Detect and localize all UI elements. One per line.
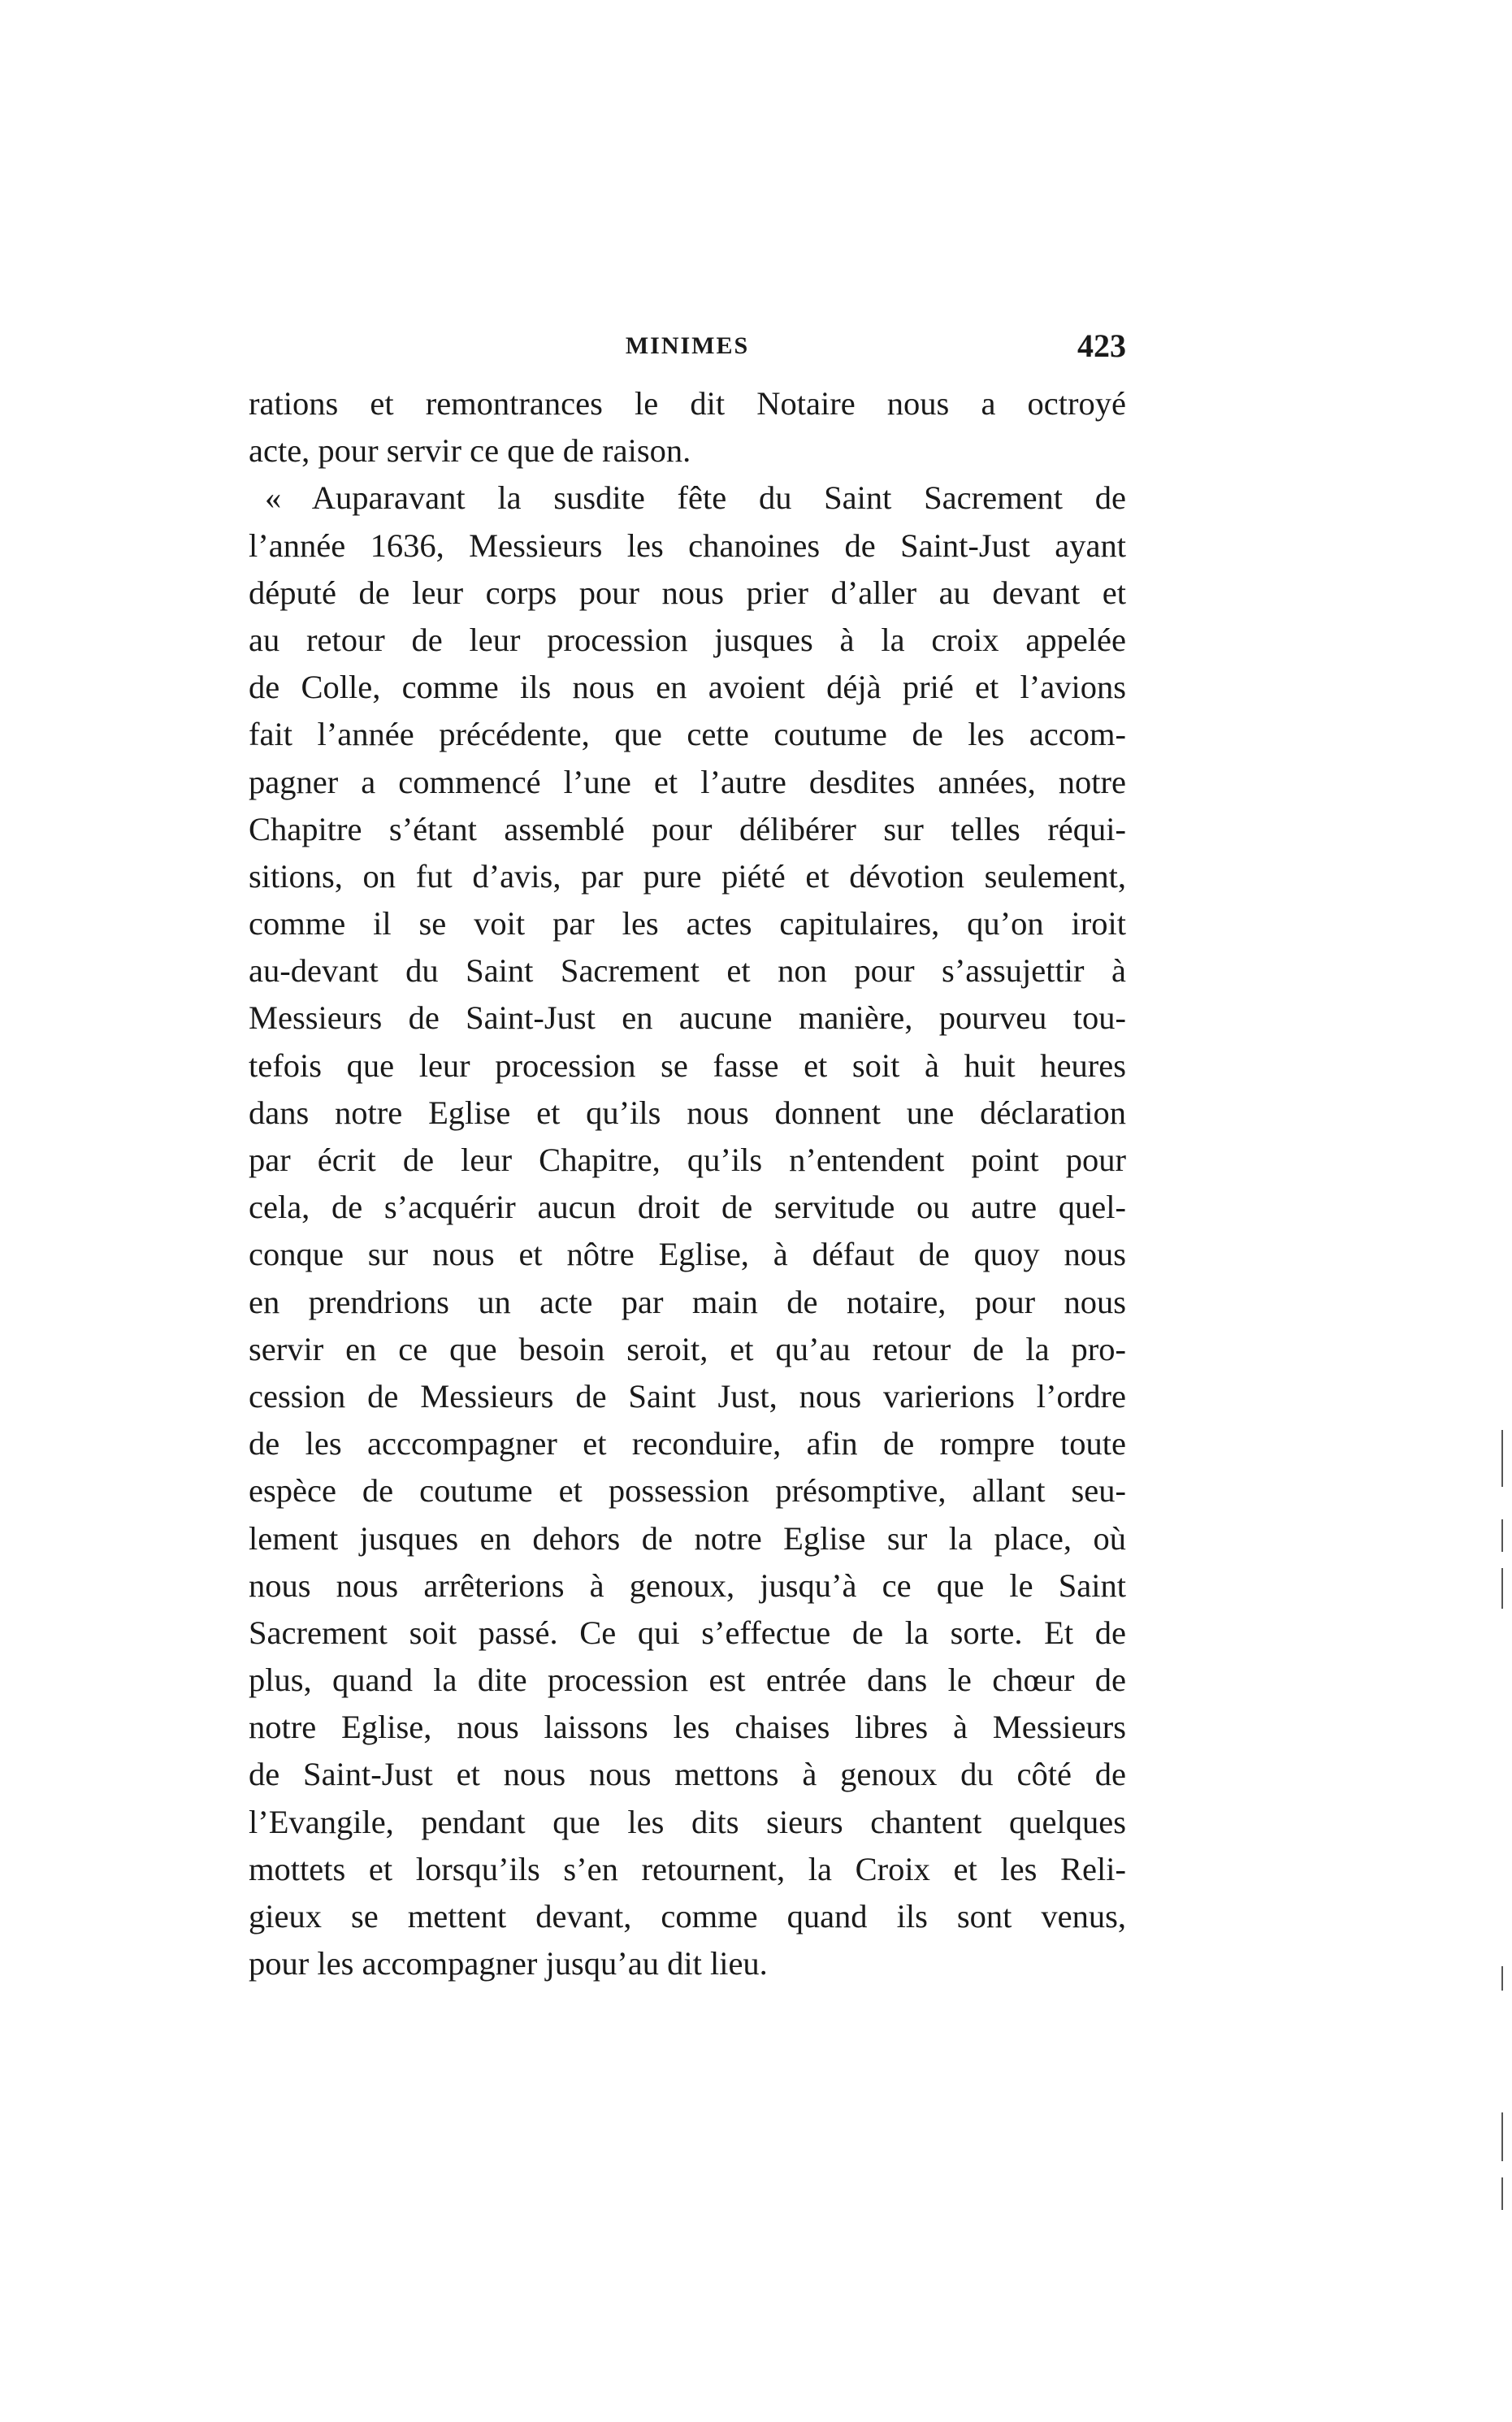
- text-line: comme il se voit par les actes capitulaires, qu’on iroit: [249, 905, 1126, 942]
- text-line: Messieurs de Saint-Just en aucune manière, pourveu tou-: [249, 999, 1126, 1037]
- text-line: par écrit de leur Chapitre, qu’ils n’entendent point pour: [249, 1142, 1126, 1178]
- scan-artifact: [1501, 1519, 1503, 1552]
- text-line: gieux se mettent devant, comme quand ils sont venus,: [249, 1898, 1126, 1935]
- running-title: MINIMES: [625, 332, 750, 359]
- text-line: dans notre Eglise et qu’ils nous donnent une déclaration: [249, 1094, 1126, 1131]
- text-line: député de leur corps pour nous prier d’aller au devant et: [249, 574, 1126, 611]
- text-line: sitions, on fut d’avis, par pure piété et dévotion seulement,: [249, 857, 1126, 895]
- text-line: l’année 1636, Messieurs les chanoines de Saint-Just ayant: [249, 526, 1126, 564]
- text-line: tefois que leur procession se fasse et soit à huit heures: [249, 1046, 1126, 1084]
- text-line: en prendrions un acte par main de notaire, pour nous: [249, 1283, 1126, 1320]
- text-line: l’Evangile, pendant que les dits sieurs chantent quelques: [249, 1803, 1126, 1840]
- page-number: 423: [1077, 327, 1126, 364]
- text-line: conque sur nous et nôtre Eglise, à défaut de quoy nous: [249, 1236, 1126, 1273]
- scan-artifact: [1501, 1568, 1503, 1609]
- text-line: au retour de leur procession jusques à la croix appelée: [249, 621, 1126, 658]
- text-line: au-devant du Saint Sacrement et non pour s’assujettir à: [249, 952, 1126, 990]
- text-line: de Saint-Just et nous nous mettons à genoux du côté de: [249, 1756, 1126, 1793]
- text-line: Chapitre s’étant assemblé pour délibérer sur telles réqui-: [249, 810, 1126, 847]
- text-line: acte, pour servir ce que de raison.: [249, 432, 691, 470]
- text-line: rations et remontrances le dit Notaire nous a octroyé: [249, 385, 1126, 422]
- paragraph-start-line: « Auparavant la susdite fête du Saint Sacrement de: [265, 479, 1126, 517]
- text-line: mottets et lorsqu’ils s’en retournent, la Croix et les Reli-: [249, 1850, 1126, 1887]
- running-head: [249, 322, 1126, 370]
- scan-artifact: [1501, 1430, 1503, 1487]
- text-line: cession de Messieurs de Saint Just, nous varierions l’ordre: [249, 1377, 1126, 1415]
- text-line: de les acccompagner et reconduire, afin de rompre toute: [249, 1425, 1126, 1462]
- text-line: Sacrement soit passé. Ce qui s’effectue de la sorte. Et de: [249, 1614, 1126, 1651]
- text-line: plus, quand la dite procession est entrée dans le chœur de: [249, 1662, 1126, 1699]
- text-line: nous nous arrêterions à genoux, jusqu’à ce que le Saint: [249, 1566, 1126, 1604]
- scan-artifact: [1501, 2177, 1503, 2210]
- text-line: cela, de s’acquérir aucun droit de servitude ou autre quel-: [249, 1189, 1126, 1226]
- text-line: pagner a commencé l’une et l’autre desdites années, notre: [249, 763, 1126, 800]
- body-text: [249, 380, 1126, 1987]
- text-line: servir en ce que besoin seroit, et qu’au retour de la pro-: [249, 1330, 1126, 1367]
- text-line: de Colle, comme ils nous en avoient déjà prié et l’avions: [249, 669, 1126, 706]
- text-line: fait l’année précédente, que cette coutume de les accom-: [249, 716, 1126, 753]
- text-line: lement jusques en dehors de notre Eglise sur la place, où: [249, 1519, 1126, 1557]
- text-line: notre Eglise, nous laissons les chaises libres à Messieurs: [249, 1709, 1126, 1746]
- scan-artifact: [1501, 2112, 1503, 2161]
- text-line: espèce de coutume et possession présomptive, allant seu-: [249, 1472, 1126, 1510]
- scan-artifact: [1501, 1966, 1503, 1991]
- text-line: pour les accompagner jusqu’au dit lieu.: [249, 1945, 768, 1982]
